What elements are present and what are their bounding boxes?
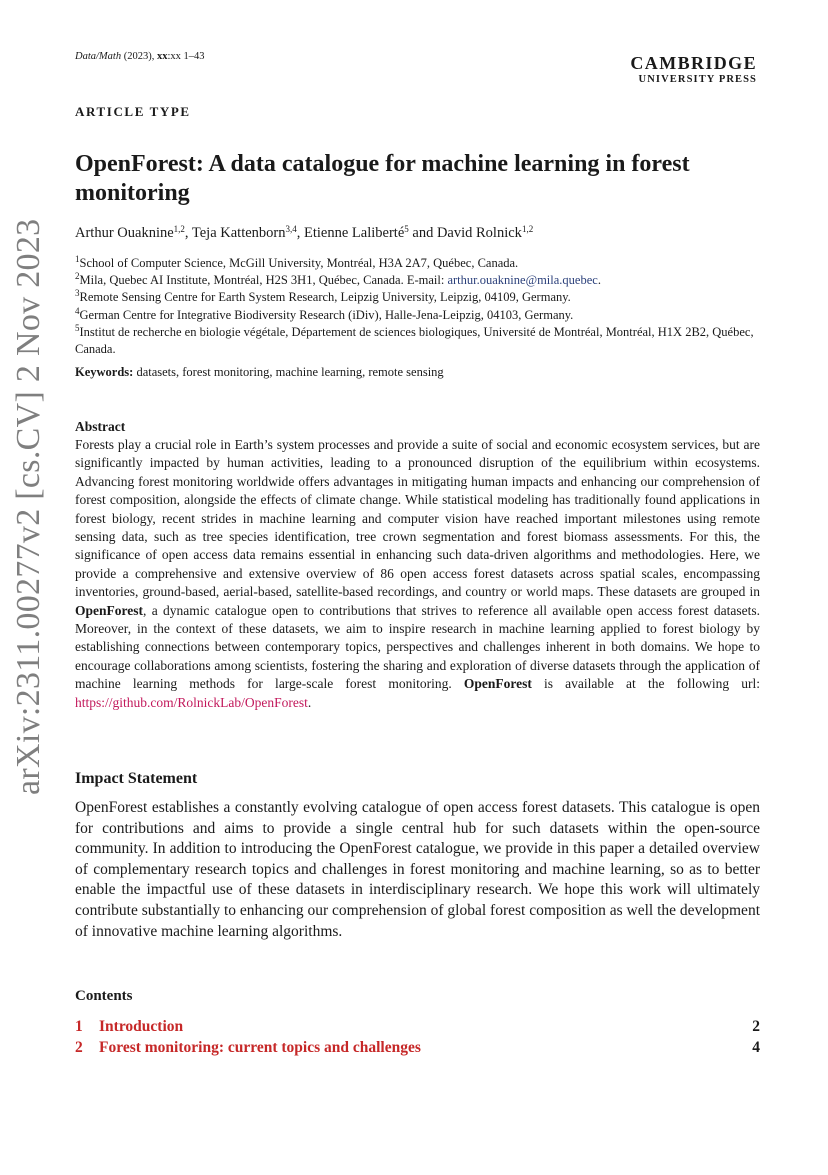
author-separator: and <box>408 225 437 241</box>
affiliation-item <box>75 289 765 306</box>
abstract-text: , a dynamic catalogue open to contributions that strives to reference all available open access forest datasets. Moreover, in the context of these datasets, we aim to inspire research in machine learning applied to forest biology by establishing connections between contemporary topics, perspectives and challenges inherent in both domains. We hope to encourage collaborations among scientists, fostering the sharing and exploration of diverse datasets through the application of machine learning methods for large-scale forest monitoring. <box>75 602 760 692</box>
toc-title[interactable]: Introduction <box>99 1018 184 1035</box>
email-link[interactable]: arthur.ouaknine@mila.quebec <box>447 273 598 288</box>
toc-entry[interactable] <box>75 1018 760 1039</box>
repository-link[interactable]: https://github.com/RolnickLab/OpenForest <box>75 694 308 710</box>
keywords <box>75 365 444 380</box>
abstract-text: is available at the following url: <box>531 676 760 692</box>
publisher-line2: UNIVERSITY PRESS <box>638 74 757 85</box>
affiliation-text: School of Computer Science, McGill University, Montréal, H3A 2A7, Québec, Canada. <box>79 256 519 270</box>
affiliation-number: 1 <box>75 254 80 264</box>
affiliation-text: Mila, Quebec AI Institute, Montréal, H2S 3H1, Québec, Canada. E-mail: <box>79 273 448 288</box>
abstract-body <box>75 436 760 712</box>
contents-heading: Contents <box>75 988 133 1004</box>
author-separator: , <box>296 225 305 241</box>
abstract-heading: Abstract <box>75 419 126 434</box>
toc-entry[interactable] <box>75 1039 760 1060</box>
abstract-text: Forests play a crucial role in Earth’s system processes and provide a suite of social and economic ecosystem services, but are significantly impacted by human activities, leading to a pronounced disruption of the equilibrium within ecosystems. Advancing forest monitoring worldwide offers advantages in mitigating human impacts and enhancing our comprehension of forest composition, alongside the effects of climate change. While statistical modeling has traditionally found applications in forest biology, recent strides in machine learning and computer vision have reached important milestones using remote sensing data, such as tree species identification, tree crown segmentation and forest biomass assessments. For this, the significance of open access data remains essential in enhancing such data-driven algorithms and methodologies. Here, we provide a comprehensive and extensive overview of 86 open access forest datasets across spatial scales, encompassing inventories, ground-based, aerial-based, satellite-based recordings, and country or world maps. These datasets are grouped in <box>75 437 760 600</box>
author-affil-sup: 1,2 <box>521 224 534 234</box>
author-affil-sup: 1,2 <box>173 224 185 234</box>
affiliation-number: 2 <box>75 271 80 282</box>
affiliation-item <box>75 324 765 358</box>
toc-number: 1 <box>75 1018 83 1035</box>
affiliation-list <box>75 255 765 358</box>
affiliation-number: 3 <box>75 288 80 299</box>
affiliation-number: 4 <box>75 305 80 316</box>
author-separator: , <box>184 225 192 241</box>
keywords-label: Keywords: <box>75 365 134 379</box>
affiliation-number: 5 <box>75 322 80 333</box>
affiliation-text: Remote Sensing Centre for Earth System Research, Leipzig University, Leipzig, 04109, Germany. <box>79 290 571 305</box>
journal-citation <box>75 51 205 62</box>
journal-volume: xx <box>156 51 168 62</box>
author-affil-sup: 3,4 <box>285 224 297 234</box>
author-list <box>75 225 533 242</box>
affiliation-item <box>75 307 765 324</box>
author-name: Arthur Ouaknine <box>75 225 174 241</box>
abstract-text-end: . <box>307 694 312 710</box>
journal-year: (2023), <box>121 51 157 62</box>
impact-heading: Impact Statement <box>75 770 198 787</box>
arxiv-identifier: arXiv:2311.00277v2 [cs.CV] 2 Nov 2023 <box>10 218 47 795</box>
abstract-bold: OpenForest <box>463 676 532 692</box>
keywords-text: datasets, forest monitoring, machine learning, remote sensing <box>133 365 444 379</box>
journal-name: Data/Math <box>75 51 122 62</box>
affiliation-text: Institut de recherche en biologie végétale, Département de sciences biologiques, Université de Montréal, Montréal, H1X 2B2, Québec, Canada. <box>75 324 754 357</box>
abstract-bold: OpenForest <box>75 602 143 618</box>
toc-page: 2 <box>752 1018 760 1035</box>
table-of-contents <box>75 1018 760 1060</box>
article-type: ARTICLE TYPE <box>75 104 191 119</box>
author-name: Teja Kattenborn <box>191 225 286 241</box>
author-name: David Rolnick <box>436 225 522 241</box>
toc-page: 4 <box>752 1039 760 1056</box>
affiliation-text: German Centre for Integrative Biodiversity Research (iDiv), Halle-Jena-Leipzig, 04103, Germany. <box>79 307 574 322</box>
affiliation-text-end: . <box>597 273 601 288</box>
affiliation-item <box>75 272 765 289</box>
toc-title[interactable]: Forest monitoring: current topics and challenges <box>99 1039 421 1056</box>
toc-number: 2 <box>75 1039 83 1056</box>
author-name: Etienne Laliberté <box>304 225 405 241</box>
journal-pages: :xx 1–43 <box>167 51 205 62</box>
affiliation-item <box>75 255 765 272</box>
impact-body: OpenForest establishes a constantly evolving catalogue of open access forest datasets. This catalogue is open for contributions and aims to provide a single central hub for such datasets within the open-source community. In addition to introducing the OpenForest catalogue, we provide in this paper a detailed overview of complementary research topics and challenges in forest monitoring and machine learning, so as to better enable the impactful use of these datasets in interdisciplinary research. We hope this work will ultimately contribute substantially to enhancing our comprehension of global forest composition as well the development of innovative machine learning algorithms. <box>75 799 760 940</box>
publisher-logo <box>630 54 757 86</box>
publisher-line1: CAMBRIDGE <box>630 53 757 73</box>
paper-title: OpenForest: A data catalogue for machine learning in forest monitoring <box>75 151 690 206</box>
author-affil-sup: 5 <box>404 224 409 234</box>
